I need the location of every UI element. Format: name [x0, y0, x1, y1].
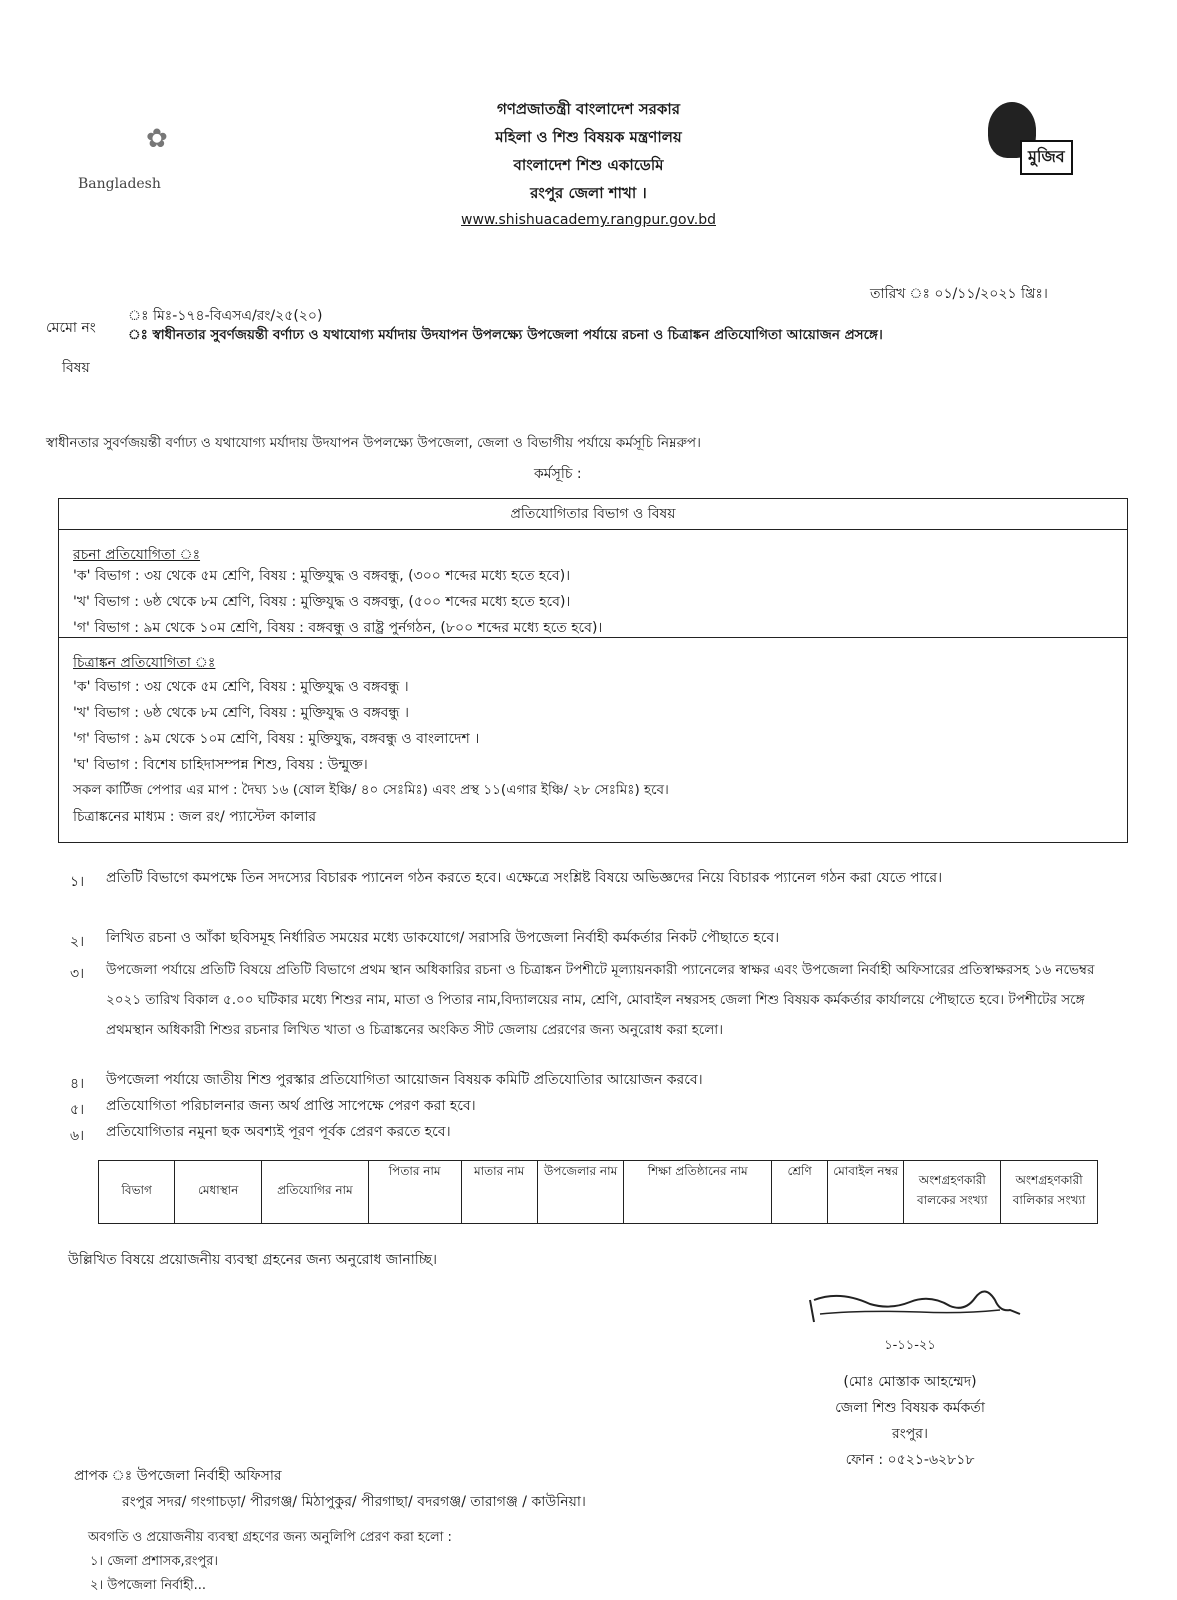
table-header-cell: উপজেলার নাম	[537, 1161, 624, 1224]
table-header-cell: পিতার নাম	[368, 1161, 461, 1224]
art-item: সকল কার্টিজ পেপার এর মাপ : দৈঘ্য ১৬ (ষোল ইঞ্চি/ ৪০ সেঃমিঃ) এবং প্রস্থ ১১(এগার ইঞ্চি/ ২৮ সেঃমিঃ) হবে।	[73, 782, 669, 798]
table-header-cell: শ্রেণি	[772, 1161, 828, 1224]
intro-paragraph: স্বাধীনতার সুবর্ণজয়ন্তী বর্ণাঢ্য ও যথাযোগ্য মর্যাদায় উদযাপন উপলক্ষ্যে উপজেলা, জেলা ও বিভাগীয় পর্যায়ে কর্মসূচি নিম্নরুপ।	[46, 435, 701, 451]
point-number: ৪।	[70, 1076, 85, 1092]
mujib-logo	[980, 96, 1130, 196]
point-number: ২।	[70, 934, 85, 950]
table-row	[99, 1161, 1098, 1224]
copy-item: ১। জেলা প্রশাসক,রংপুর।	[90, 1554, 219, 1569]
essay-item: 'ক' বিভাগ : ৩য় থেকে ৫ম শ্রেণি, বিষয় : মুক্তিযুদ্ধ ও বঙ্গবন্ধু, (৩০০ শব্দের মধ্যে হতে হবে)।	[73, 568, 571, 584]
point-text: প্রতিটি বিভাগে কমপক্ষে তিন সদস্যের বিচারক প্যানেল গঠন করতে হবে। এক্ষেত্রে সংশ্লিষ্ট বিষয়ে অভিজ্ঞদের নিয়ে বিচারক প্যানেল গঠন করা যেতে পারে।	[106, 870, 943, 886]
art-item: 'ক' বিভাগ : ৩য় থেকে ৫ম শ্রেণি, বিষয় : মুক্তিযুদ্ধ ও বঙ্গবন্ধু ।	[73, 679, 409, 695]
point-text: প্রতিযোগিতা পরিচালনার জন্য অর্থ প্রাপ্তি সাপেক্ষে পেরণ করা হবে।	[106, 1098, 476, 1114]
subject-label: বিষয়	[62, 360, 90, 376]
header-academy-line: বাংলাদেশ শিশু একাডেমি	[513, 156, 664, 174]
table-header-cell: মেধাস্থান	[175, 1161, 262, 1224]
art-section-title: চিত্রাঙ্কন প্রতিযোগিতা ঃ	[73, 655, 216, 671]
table-header-cell: অংশগ্রহণকারী বালকের সংখ্যা	[904, 1161, 1001, 1224]
signatory-designation: জেলা শিশু বিষয়ক কর্মকর্তা	[835, 1400, 985, 1416]
copy-item: ২। উপজেলা নির্বাহী...	[90, 1578, 207, 1593]
competition-box-header: প্রতিযোগিতার বিভাগ ও বিষয়	[59, 499, 1127, 530]
sample-form-table	[98, 1160, 1098, 1224]
point-number: ৫।	[70, 1102, 85, 1118]
point-number: ৬।	[70, 1128, 85, 1144]
box-divider	[59, 637, 1127, 638]
table-header-cell: অংশগ্রহণকারী বালিকার সংখ্যা	[1001, 1161, 1098, 1224]
emblem-icon: ✿	[146, 124, 168, 154]
copy-intro: অবগতি ও প্রয়োজনীয় ব্যবস্থা গ্রহণের জন্য অনুলিপি প্রেরণ করা হলো :	[88, 1530, 452, 1545]
art-item: 'গ' বিভাগ : ৯ম থেকে ১০ম শ্রেণি, বিষয় : মুক্তিযুদ্ধ, বঙ্গবন্ধু ও বাংলাদেশ ।	[73, 731, 480, 747]
memo-number: ঃ মিঃ-১৭৪-বিএসএ/রং/২৫(২০)	[128, 308, 323, 324]
header-ministry-line2: মহিলা ও শিশু বিষয়ক মন্ত্রণালয়	[495, 128, 682, 146]
competition-box	[58, 498, 1128, 843]
point-text: লিখিত রচনা ও আঁকা ছবিসমূহ নির্ধারিত সময়ের মধ্যে ডাকযোগে/ সরাসরি উপজেলা নির্বাহী কর্মকর্তার নিকট পৌছাতে হবে।	[106, 930, 780, 946]
art-item: 'খ' বিভাগ : ৬ষ্ঠ থেকে ৮ম শ্রেণি, বিষয় : মুক্তিযুদ্ধ ও বঙ্গবন্ধু ।	[73, 705, 409, 721]
header-ministry-line1: গণপ্রজাতন্ত্রী বাংলাদেশ সরকার	[497, 100, 680, 118]
signature-date: ১-১১-২১	[884, 1338, 936, 1353]
point-number: ১।	[70, 874, 85, 890]
point-text: প্রতিযোগিতার নমুনা ছক অবশ্যই পূরণ পূর্বক প্রেরণ করতে হবে।	[106, 1124, 451, 1140]
essay-item: 'গ' বিভাগ : ৯ম থেকে ১০ম শ্রেণি, বিষয় : বঙ্গবন্ধু ও রাষ্ট্র পুর্নগঠন, (৮০০ শব্দের মধ্যে হতে হবে)।	[73, 620, 603, 636]
subject-text: ঃ স্বাধীনতার সুবর্ণজয়ন্তী বর্ণাঢ্য ও যথাযোগ্য মর্যাদায় উদযাপন উপলক্ষ্যে উপজেলা পর্যায়ে রচনা ও চিত্রাঙ্কন প্রতিযোগিতা আয়োজন প্রসঙ্গে।	[128, 327, 883, 343]
signatory-name: (মোঃ মোস্তাক আহম্মেদ)	[843, 1374, 977, 1390]
point-text: উপজেলা পর্যায়ে জাতীয় শিশু পুরস্কার প্রতিযোগিতা আয়োজন বিষয়ক কমিটি প্রতিযোতিার আয়োজন করবে।	[106, 1072, 703, 1088]
recipient-list: রংপুর সদর/ গংগাচড়া/ পীরগঞ্জ/ মিঠাপুকুর/ পীরগাছা/ বদরগঞ্জ/ তারাগঞ্জ / কাউনিয়া।	[122, 1494, 586, 1510]
signatory-phone: ফোন : ০৫২১-৬২৮১৮	[845, 1452, 975, 1468]
art-item: চিত্রাঙ্কনের মাধ্যম : জল রং/ প্যাস্টেল কালার	[73, 809, 317, 825]
table-header-cell: মোবাইল নম্বর	[828, 1161, 904, 1224]
memo-label: মেমো নং	[46, 320, 96, 336]
recipient-label: প্রাপক ঃ উপজেলা নির্বাহী অফিসার	[74, 1468, 282, 1484]
art-item: 'ঘ' বিভাগ : বিশেষ চাহিদাসম্পন্ন শিশু, বিষয় : উন্মুক্ত।	[73, 757, 368, 773]
request-line: উল্লিখিত বিষয়ে প্রয়োজনীয় ব্যবস্থা গ্রহনের জন্য অনুরোধ জানাচ্ছি।	[68, 1252, 438, 1268]
essay-section-title: রচনা প্রতিযোগিতা ঃ	[73, 547, 201, 563]
letter-date: তারিখ ঃ ০১/১১/২০২১ খ্রিঃ।	[870, 286, 1048, 302]
mujib-logo-text: মুজিব	[1020, 140, 1073, 175]
bangladesh-logo	[68, 118, 228, 228]
point-text: উপজেলা পর্যায়ে প্রতিটি বিষয়ে প্রতিটি বিভাগে প্রথম স্থান অধিকারির রচনা ও চিত্রাঙ্কন টপশীটে মূল্যায়নকারী প্যানেলের স্বাক্ষর এবং উপজেলা নির্বাহী অফিসারের প্রতিস্বাক্ষরসহ ১৬ নভেম্বর ২০২১ তারিখ বিকাল ৫.০০ ঘটিকার মধ্যে শিশুর নাম, মাতা ও পিতার নাম,বিদ্যালয়ের নাম, শ্রেণি, মোবাইল নম্বরসহ জেলা শিশু বিষয়ক কর্মকর্তার কার্যালয়ে পৌছাতে হবে। টপশীটের সঙ্গে প্রথমস্থান অধিকারী শিশুর রচনার লিখিত খাতা ও চিত্রাঙ্কনের অংকিত সীট জেলায় প্রেরণের জন্য অনুরোধ করা হলো।	[106, 962, 1095, 1038]
logo-country-text: Bangladesh	[78, 176, 161, 192]
essay-item: 'খ' বিভাগ : ৬ষ্ঠ থেকে ৮ম শ্রেণি, বিষয় : মুক্তিযুদ্ধ ও বঙ্গবন্ধু, (৫০০ শব্দের মধ্যে হতে হবে)।	[73, 594, 571, 610]
table-header-cell: প্রতিযোগির নাম	[261, 1161, 368, 1224]
header-url-link[interactable]: www.shishuacademy.rangpur.gov.bd	[461, 212, 716, 228]
header-branch-line: রংপুর জেলা শাখা ।	[530, 184, 647, 202]
program-title: কর্মসূচি :	[534, 466, 582, 482]
table-header-cell: বিভাগ	[99, 1161, 175, 1224]
point-number: ৩।	[70, 966, 85, 982]
table-header-cell: মাতার নাম	[461, 1161, 537, 1224]
signatory-place: রংপুর।	[892, 1426, 928, 1442]
table-header-cell: শিক্ষা প্রতিষ্ঠানের নাম	[624, 1161, 772, 1224]
